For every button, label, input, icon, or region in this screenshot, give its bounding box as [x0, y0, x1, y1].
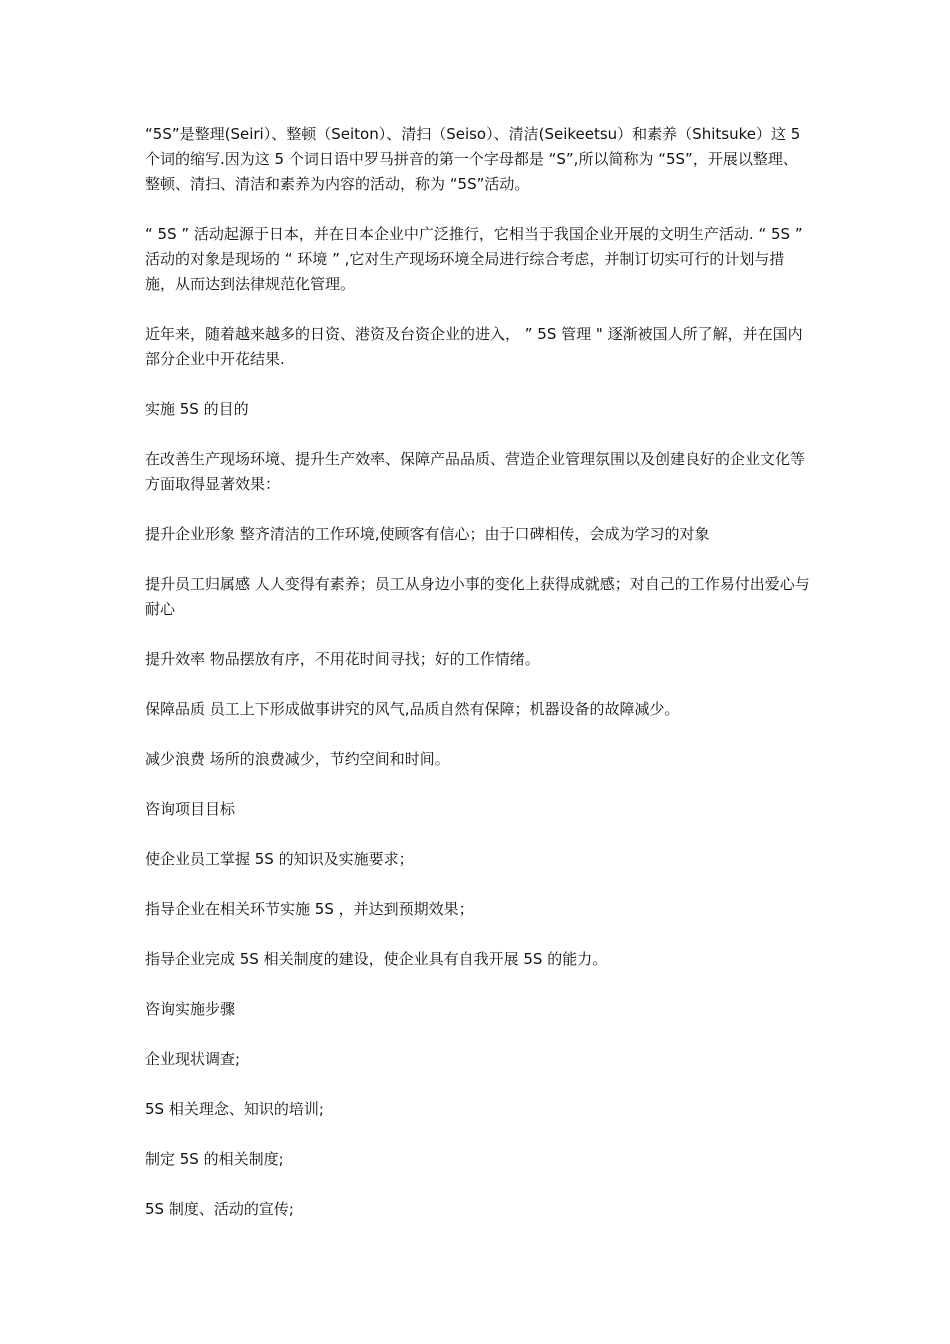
paragraph-purpose-intro: 在改善生产现场环境、提升生产效率、保障产品品质、营造企业管理氛围以及创建良好的企业文化等方面取得显著效果：: [145, 450, 806, 493]
list-item-quality: 保障品质 员工上下形成做事讲究的风气,品质自然有保障；机器设备的故障减少。: [145, 700, 680, 718]
list-item-belonging: 提升员工归属感 人人变得有素养；员工从身边小事的变化上获得成就感；对自己的工作易付出爱心与耐心: [145, 575, 810, 618]
list-item-step-1: 企业现状调查;: [145, 1050, 241, 1068]
document-body: [145, 122, 810, 1247]
list-item-waste: 减少浪费 场所的浪费减少，节约空间和时间。: [145, 750, 450, 768]
heading-implementation-steps: 咨询实施步骤: [145, 1000, 236, 1018]
list-item-company-image: 提升企业形象 整齐清洁的工作环境,使顾客有信心；由于口碑相传，会成为学习的对象: [145, 525, 710, 543]
paragraph-5s-definition: “5S”是整理(Seiri）、整顿（Seiton）、清扫（Seiso）、清洁(Seikeetsu）和素养（Shitsuke）这 5 个词的缩写.因为这 5 个词日语中罗马拼音的第一个字母都是 “S”,所以简称为 “5S”，开展以整理、整顿、清扫、清洁和素养为内容的活动，称为 “5S”活动。: [145, 125, 801, 193]
list-item-step-4: 5S 制度、活动的宣传;: [145, 1200, 294, 1218]
heading-project-goals: 咨询项目目标: [145, 800, 236, 818]
list-item-efficiency: 提升效率 物品摆放有序，不用花时间寻找；好的工作情绪。: [145, 650, 540, 668]
list-item-goal-2: 指导企业在相关环节实施 5S ，并达到预期效果；: [145, 900, 474, 918]
list-item-goal-3: 指导企业完成 5S 相关制度的建设，使企业具有自我开展 5S 的能力。: [145, 950, 608, 968]
list-item-step-2: 5S 相关理念、知识的培训;: [145, 1100, 324, 1118]
heading-5s-purpose: 实施 5S 的目的: [145, 400, 249, 418]
list-item-step-3: 制定 5S 的相关制度;: [145, 1150, 284, 1168]
paragraph-5s-origin: “ 5S ” 活动起源于日本，并在日本企业中广泛推行，它相当于我国企业开展的文明生产活动. “ 5S ” 活动的对象是现场的 “ 环境 ” ,它对生产现场环境全局进行综合考虑，并制订切实可行的计划与措施，从而达到法律规范化管理。: [145, 225, 803, 293]
list-item-goal-1: 使企业员工掌握 5S 的知识及实施要求；: [145, 850, 414, 868]
paragraph-5s-recent-years: 近年来，随着越来越多的日资、港资及台资企业的进入， ” 5S 管理 " 逐渐被国人所了解，并在国内部分企业中开花结果.: [145, 325, 803, 368]
